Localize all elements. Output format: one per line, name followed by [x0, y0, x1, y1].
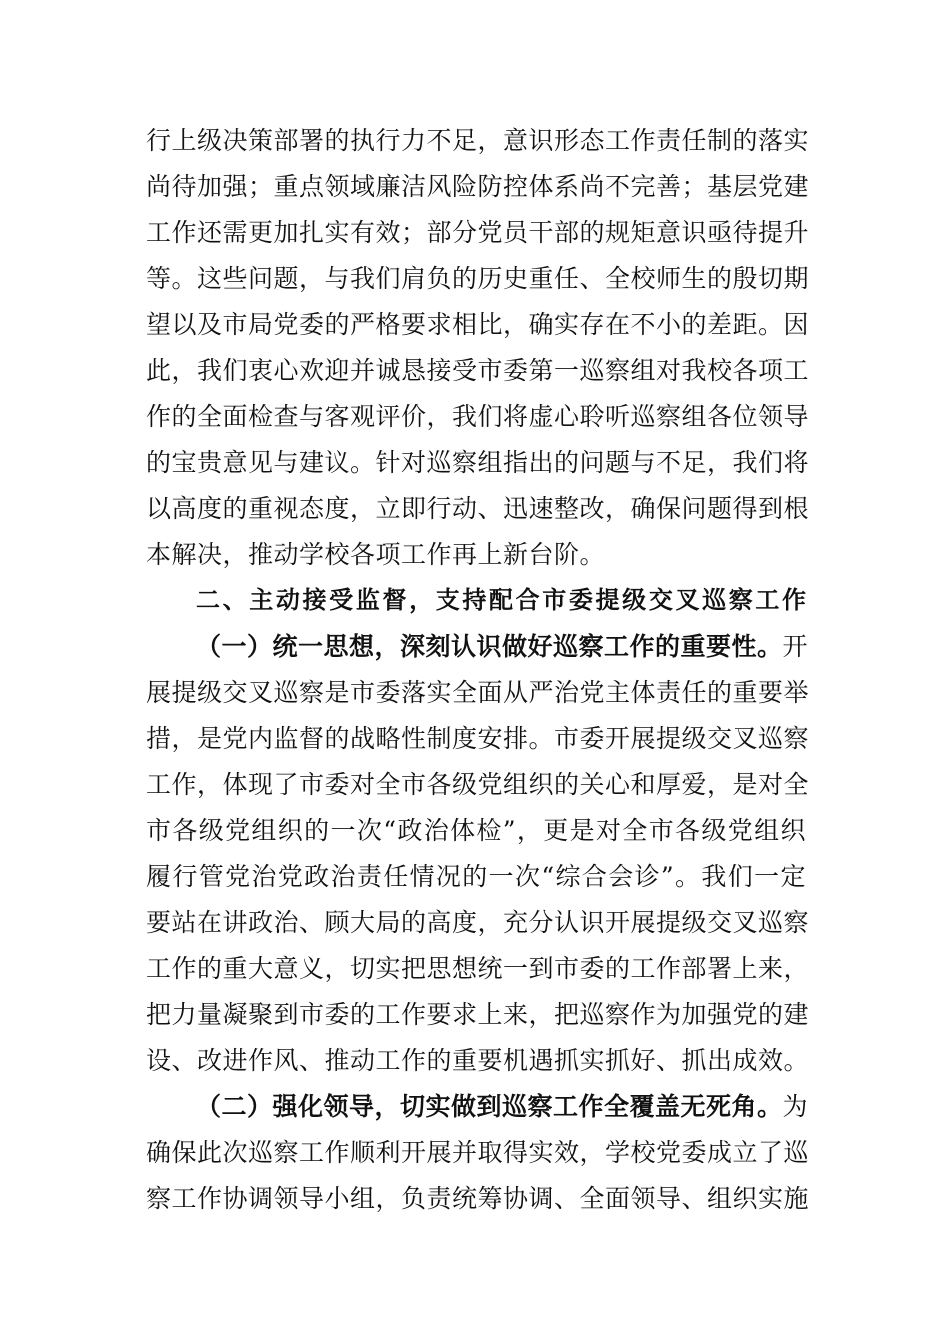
- subsection-text: 为: [782, 1092, 809, 1121]
- paragraph-line: 尚待加强；重点领域廉洁风险防控体系尚不完善；基层党建: [146, 172, 810, 201]
- subsection-first-line: [196, 1092, 809, 1122]
- paragraph-line: 履行管党治党政治责任情况的一次“综合会诊”。我们一定: [146, 862, 806, 891]
- subsection-title: （一）统一思想，深刻认识做好巡察工作的重要性。: [196, 632, 783, 661]
- subsection-text: 开: [782, 632, 809, 661]
- paragraph-line: 市各级党组织的一次“政治体检”，更是对全市各级党组织: [146, 816, 806, 845]
- paragraph-line: 确保此次巡察工作顺利开展并取得实效，学校党委成立了巡: [146, 1138, 810, 1167]
- paragraph-line: 展提级交叉巡察是市委落实全面从严治党主体责任的重要举: [146, 678, 810, 707]
- paragraph-line: 把力量凝聚到市委的工作要求上来，把巡察作为加强党的建: [146, 1000, 810, 1029]
- subsection-first-line: [196, 632, 809, 662]
- paragraph-line: 要站在讲政治、顾大局的高度，充分认识开展提级交叉巡察: [146, 908, 810, 937]
- paragraph-line: 设、改进作风、推动工作的重要机遇抓实抓好、抓出成效。: [146, 1046, 810, 1075]
- section-heading: 二、主动接受监督，支持配合市委提级交叉巡察工作: [196, 586, 806, 614]
- paragraph-line: 工作的重大意义，切实把思想统一到市委的工作部署上来，: [146, 954, 810, 983]
- paragraph-line: 察工作协调领导小组，负责统筹协调、全面领导、组织实施: [146, 1184, 810, 1213]
- paragraph-line: 的宝贵意见与建议。针对巡察组指出的问题与不足，我们将: [146, 448, 810, 477]
- paragraph-line: 工作，体现了市委对全市各级党组织的关心和厚爱，是对全: [146, 770, 810, 799]
- subsection-title: （二）强化领导，切实做到巡察工作全覆盖无死角。: [196, 1092, 783, 1121]
- paragraph-line: 等。这些问题，与我们肩负的历史重任、全校师生的殷切期: [146, 264, 810, 293]
- paragraph-line: 工作还需更加扎实有效；部分党员干部的规矩意识亟待提升: [146, 218, 810, 247]
- paragraph-line: 望以及市局党委的严格要求相比，确实存在不小的差距。因: [146, 310, 810, 339]
- paragraph-line: 作的全面检查与客观评价，我们将虚心聆听巡察组各位领导: [146, 402, 810, 431]
- paragraph-line: 措，是党内监督的战略性制度安排。市委开展提级交叉巡察: [146, 724, 810, 753]
- paragraph-line: 行上级决策部署的执行力不足，意识形态工作责任制的落实: [146, 126, 810, 155]
- paragraph-line: 本解决，推动学校各项工作再上新台阶。: [146, 540, 606, 569]
- paragraph-line: 以高度的重视态度，立即行动、迅速整改，确保问题得到根: [146, 494, 810, 523]
- paragraph-line: 此，我们衷心欢迎并诚恳接受市委第一巡察组对我校各项工: [146, 356, 810, 385]
